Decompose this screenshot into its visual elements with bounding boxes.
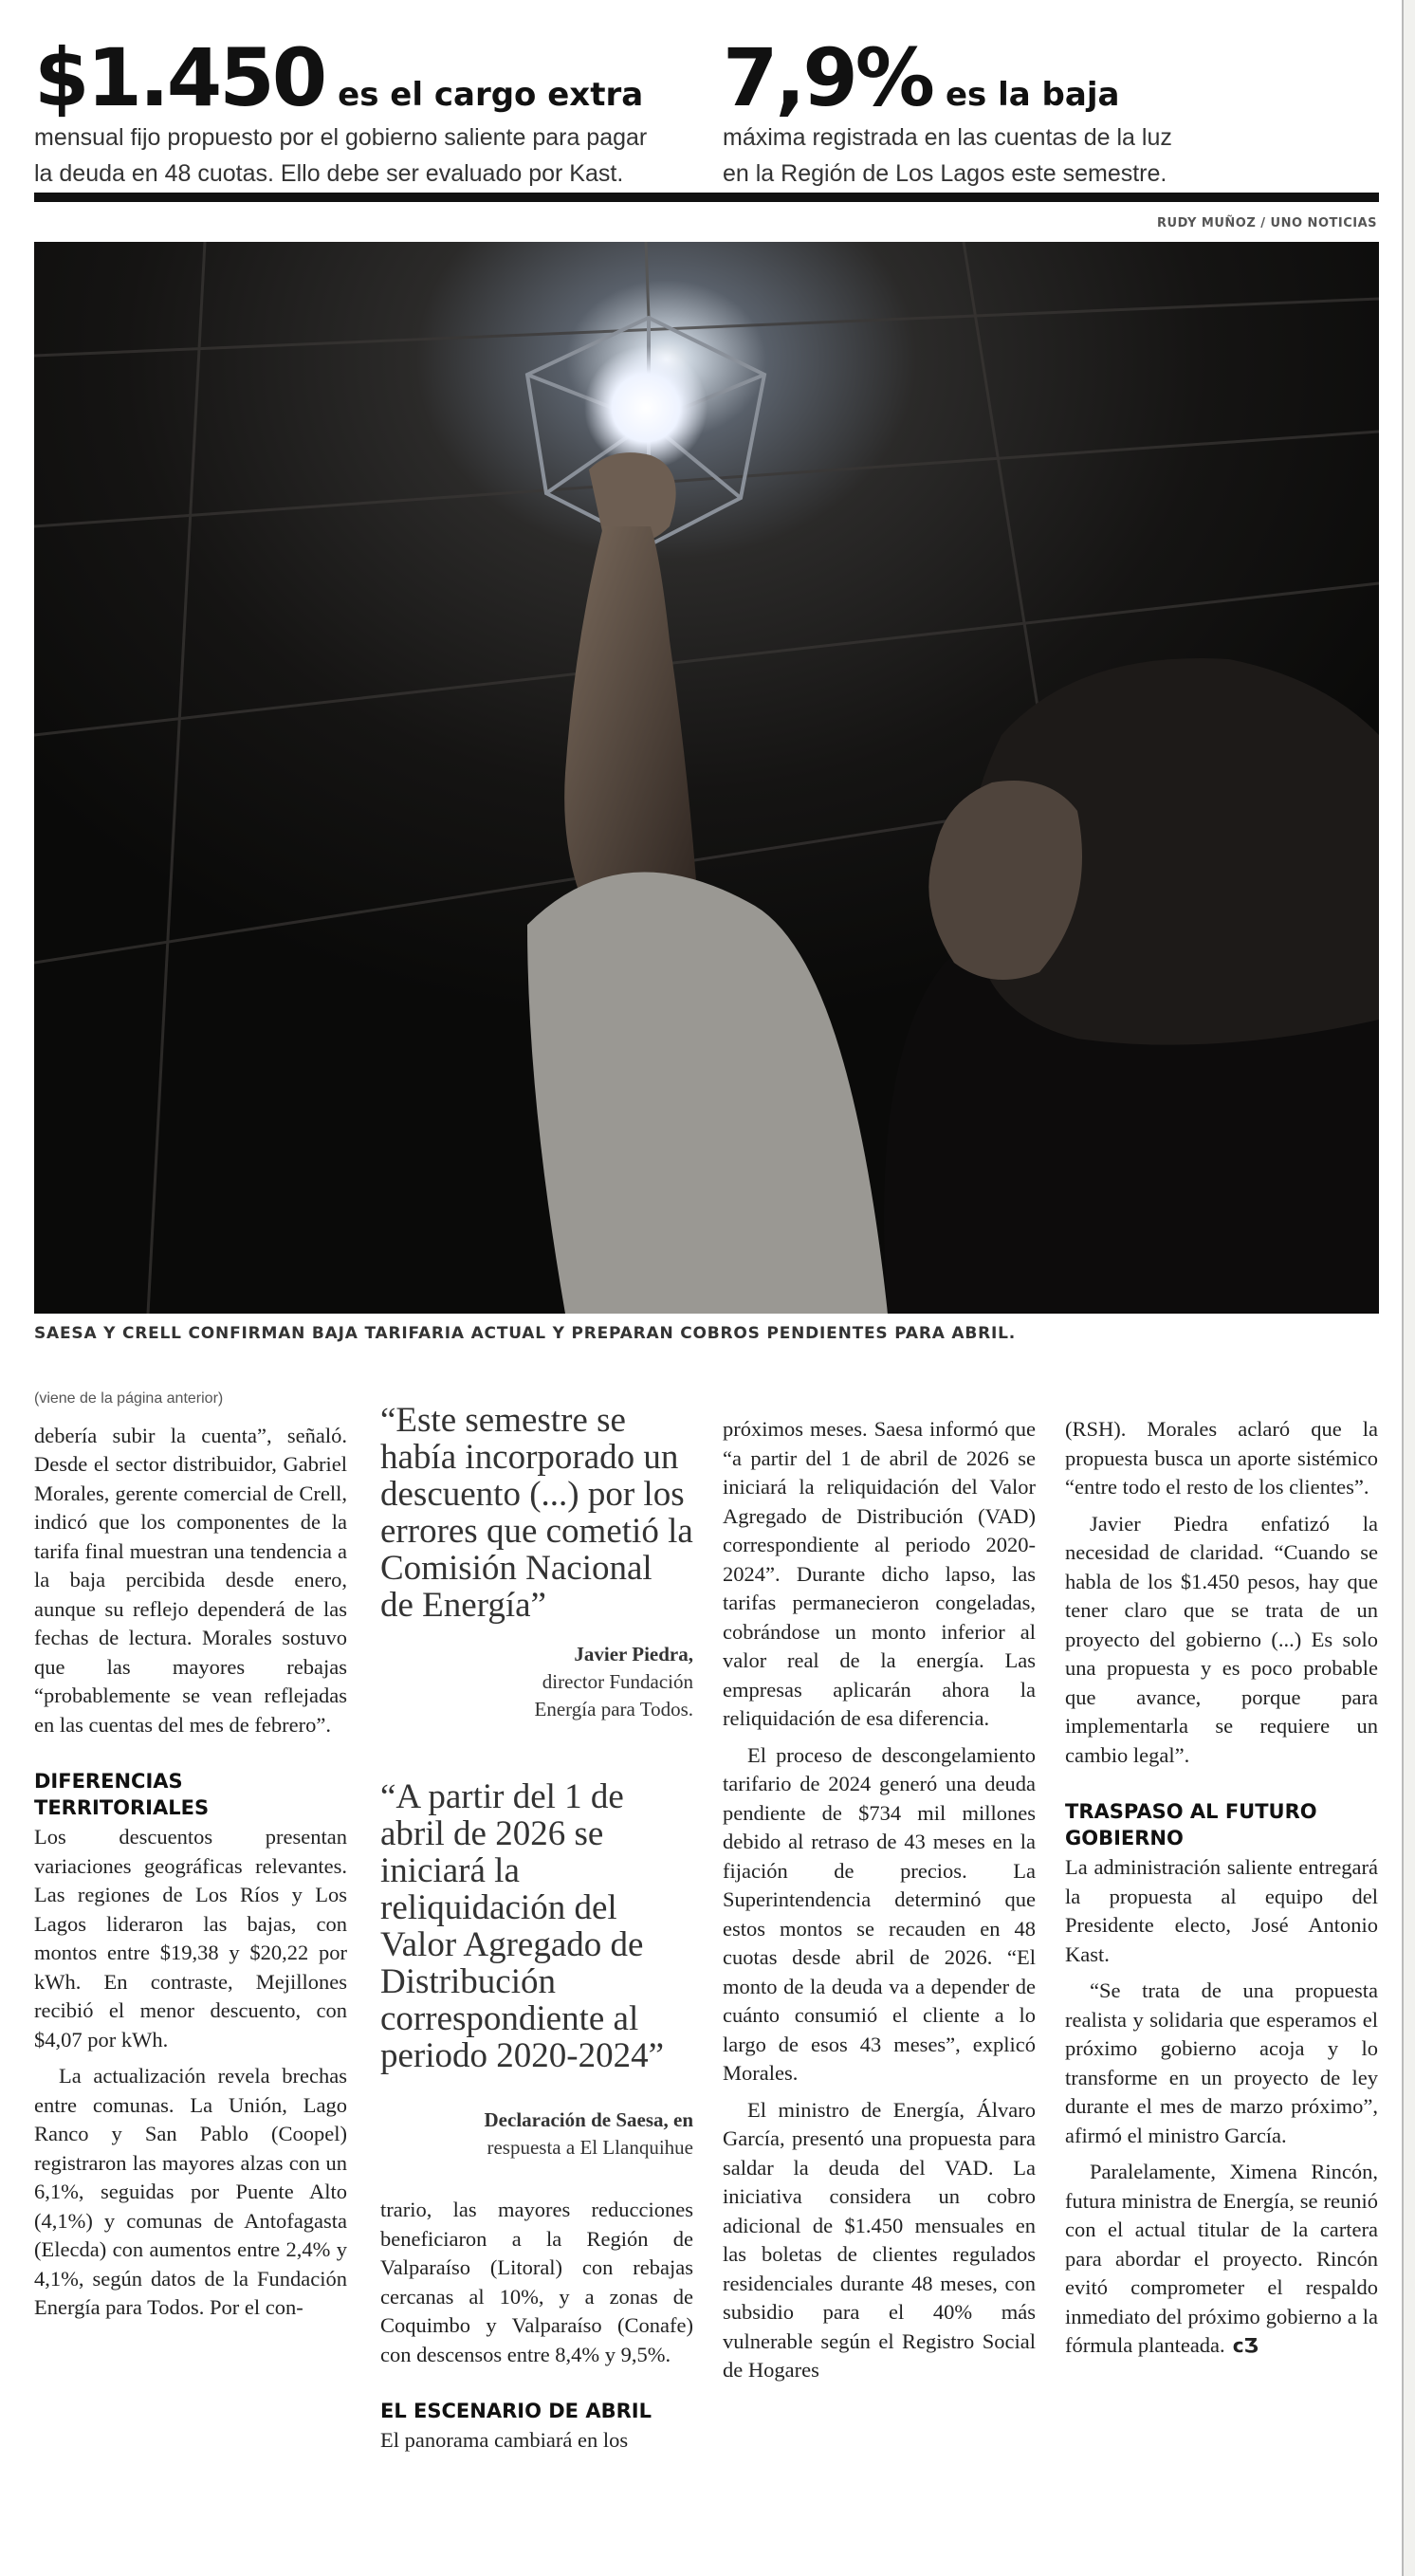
paragraph [1065, 2158, 1378, 2361]
stat-headline: es la baja [945, 76, 1120, 114]
paragraph: La actualización revela brechas entre comunas. La Unión, Lago Ranco y San Pablo (Coopel) registraron las mayores alzas con un 6,1%, seguidas por Puente Alto (4,1%) y comunas de Antofagasta (Elecda) con aumentos entre 2,4% y 4,1%, según datos de la Fundación Energía para Todos. Por el con- [34, 2064, 347, 2319]
section-subhead: TRASPASO AL FUTURO GOBIERNO [1065, 1800, 1317, 1849]
stat-block-baja [723, 31, 1172, 190]
section-subhead: EL ESCENARIO DE ABRIL [380, 2400, 652, 2422]
stat-description: la deuda en 48 cuotas. Ello debe ser evaluado por Kast. [34, 160, 624, 187]
header-rule [34, 193, 1379, 202]
paragraph: (RSH). Morales aclaró que la propuesta busca un aporte sistémico “entre todo el resto de los clientes”. [1065, 1417, 1378, 1499]
pull-quote: “A partir del 1 de abril de 2026 se iniciará la reliquidación del Valor Agregado de Distribución correspondiente al periodo 2020-2024” [380, 1777, 665, 2075]
article-column-4 [1065, 1415, 1378, 2361]
quote-author: Javier Piedra, [574, 1643, 693, 1665]
photo-caption: SAESA Y CRELL CONFIRMAN BAJA TARIFARIA ACTUAL Y PREPARAN COBROS PENDIENTES PARA ABRIL. [34, 1324, 1017, 1343]
stat-description: en la Región de Los Lagos este semestre. [723, 160, 1167, 187]
quote-role: Energía para Todos. [534, 1698, 693, 1720]
paragraph-text: Paralelamente, Ximena Rincón, futura ministra de Energía, se reunió con el actual titular de la cartera para abordar el proyecto. Rincón evitó comprometer el respaldo inmediato del próximo gobierno a la fórmula planteada. [1065, 2160, 1378, 2357]
stat-block-cargo [34, 31, 648, 190]
paragraph: La administración saliente entregará la propuesta al equipo del Presidente electo, José Antonio Kast. [1065, 1855, 1378, 1966]
article-column-2 [380, 1402, 693, 2456]
paragraph: Los descuentos presentan variaciones geográficas relevantes. Las regiones de Los Ríos y Los Lagos lideraron las bajas, con montos entre $19,38 y $20,22 por kWh. En contraste, Mejillones recibió el menor descuento, con $4,07 por kWh. [34, 1825, 347, 2052]
article-column-3 [723, 1415, 1036, 2385]
continued-note: (viene de la página anterior) [34, 1390, 224, 1407]
paragraph: El ministro de Energía, Álvaro García, presentó una propuesta para saldar la deuda del VAD. La iniciativa considera un cobro adicional de $1.450 mensuales en las boletas de clientes regulados residenciales durante 48 meses, con subsidio para el 40% más vulnerable según el Registro Social de Hogares [723, 2097, 1036, 2382]
quote-role: respuesta a El Llanquihue [487, 2136, 693, 2159]
paragraph: trario, las mayores reducciones beneficiaron a la Región de Valparaíso (Litoral) con rebajas cercanas al 10%, y a zonas de Coquimbo y Valparaíso (Conafe) con descensos entre 8,4% y 9,5%. [380, 2198, 693, 2366]
stat-number: 7,9% [723, 31, 932, 124]
quote-role: director Fundación [542, 1670, 693, 1693]
adjacent-page-edge [1402, 0, 1415, 2576]
section-subhead: DIFERENCIAS TERRITORIALES [34, 1770, 210, 1819]
stat-description: máxima registrada en las cuentas de la luz [723, 124, 1172, 151]
paragraph: debería subir la cuenta”, señaló. Desde el sector distribuidor, Gabriel Morales, gerente comercial de Crell, indicó que los componentes de la tarifa final muestran una tendencia a la baja percibida desde enero, aunque su reflejo dependerá de las fechas de lectura. Morales sostuvo que las mayores rebajas “probablemente se vean reflejadas en las cuentas del mes de febrero”. [34, 1423, 347, 1737]
paragraph: “Se trata de una propuesta realista y solidaria que esperamos el próximo gobierno acoja y lo transforme en un proyecto de ley durante el mes de marzo próximo”, afirmó el ministro García. [1065, 1978, 1378, 2147]
stat-headline: es el cargo extra [338, 76, 644, 114]
quote-author-tail: en [673, 2108, 693, 2131]
paragraph: Javier Piedra enfatizó la necesidad de claridad. “Cuando se habla de los $1.450 pesos, hay que tener claro que se trata de un proyecto del gobierno (...) Es solo una propuesta y es poco probable que avance, porque para implementarla se requiere un cambio legal”. [1065, 1511, 1378, 1767]
light-bulb-photo-icon [34, 242, 1379, 1314]
paragraph: El proceso de descongelamiento tarifario de 2024 generó una deuda pendiente de $734 mil millones debido al retraso de 43 meses en la fijación de precios. La Superintendencia determinó que estos montos se recauden en 48 cuotas desde abril de 2026. “El monto de la deuda va a depender de cuánto consumió el cliente a lo largo de esos 43 meses”, explicó Morales. [723, 1742, 1036, 2085]
stat-number: $1.450 [34, 31, 325, 124]
end-mark-icon: ᴄƷ [1232, 2334, 1259, 2357]
paragraph: próximos meses. Saesa informó que “a partir del 1 de abril de 2026 se iniciará la reliquidación del Valor Agregado de Distribución (VAD) correspondiente al periodo 2020-2024”. Durante dicho lapso, las tarifas permanecieron congeladas, cobrándose un monto inferior al valor real de la energía. Las empresas aplicarán ahora la reliquidación de esa diferencia. [723, 1417, 1036, 1730]
paragraph: El panorama cambiará en los [380, 2428, 629, 2452]
pull-quote: “Este semestre se había incorporado un descuento (...) por los errores que cometió la Comisión Nacional de Energía” [380, 1401, 693, 1625]
quote-attribution [380, 1641, 693, 1723]
quote-author: Declaración de Saesa, [484, 2108, 669, 2131]
photo-credit: RUDY MUÑOZ / UNO NOTICIAS [1157, 216, 1377, 230]
article-column-1 [34, 1385, 347, 2323]
quote-attribution [380, 2107, 693, 2162]
stat-description: mensual fijo propuesto por el gobierno saliente para pagar [34, 124, 648, 151]
